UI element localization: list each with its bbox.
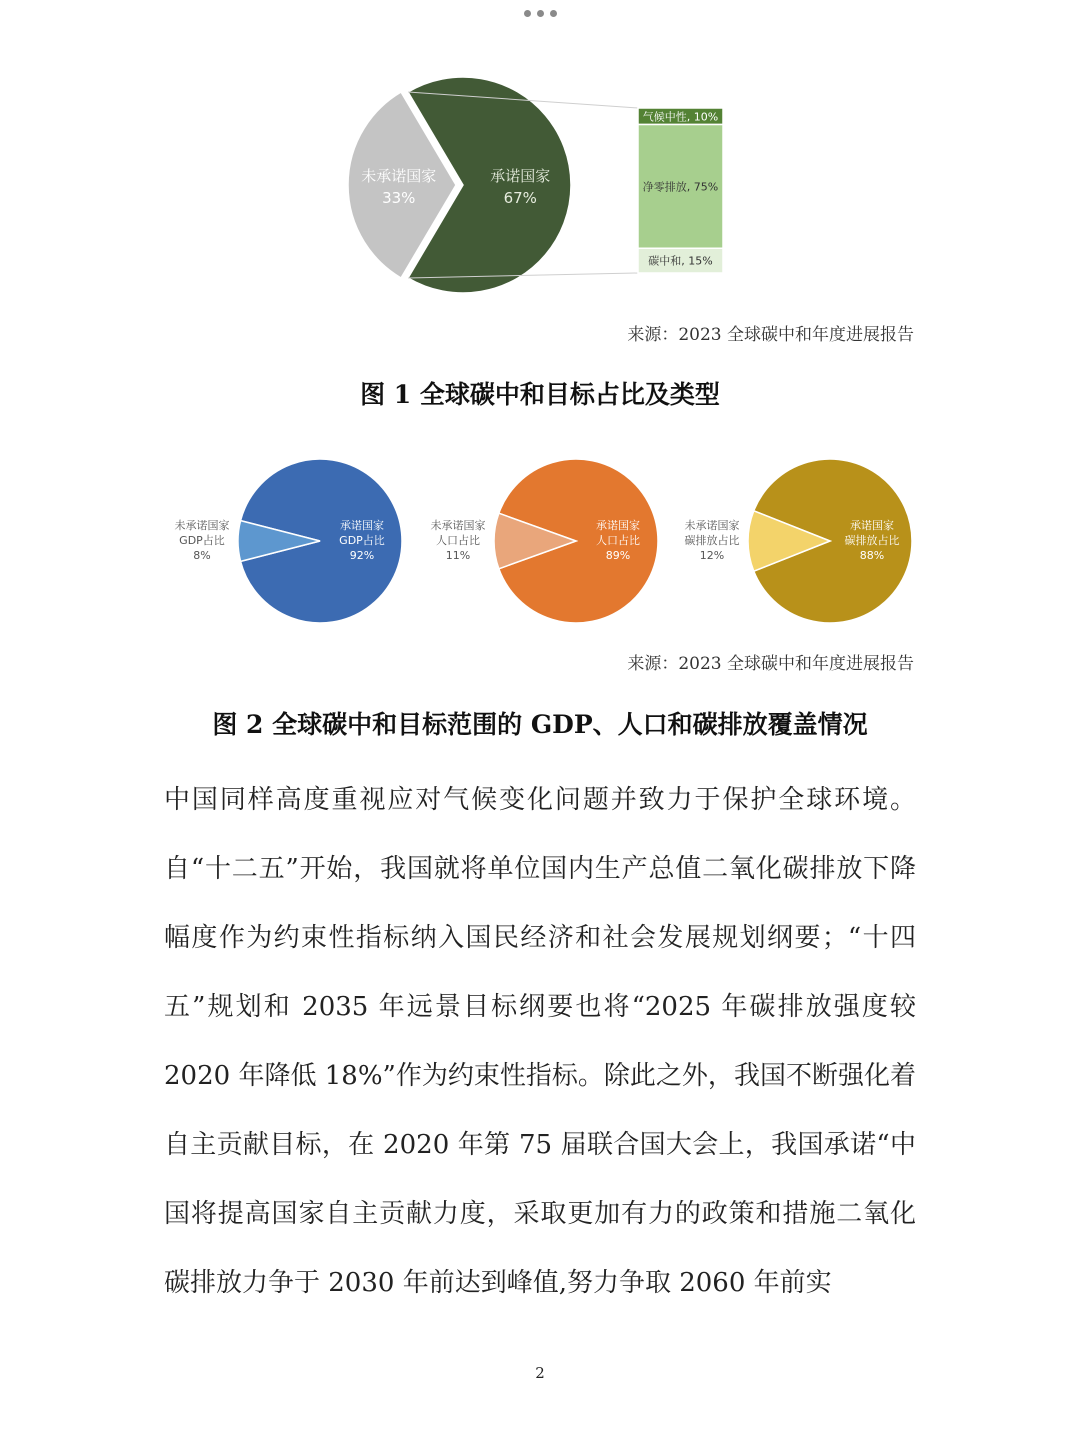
- figure-1-chart: [300, 60, 780, 320]
- figure-2-source: 来源：2023 全球碳中和年度进展报告: [627, 654, 914, 674]
- slice-label-uncommitted: 未承诺国家碳排放占比 12%: [684, 519, 740, 562]
- slice-label: 未承诺国家: [361, 167, 437, 185]
- figure-2-charts: [160, 450, 930, 632]
- figure-1-caption: 图 1 全球碳中和目标占比及类型: [360, 380, 720, 409]
- slice-label-committed: 承诺国家 GDP占比 92%: [339, 519, 385, 562]
- slice-label-uncommitted: 未承诺国家 GDP占比 8%: [174, 519, 230, 562]
- slice-label-uncommitted: 未承诺国家人口占比 11%: [430, 519, 486, 562]
- slice-label: 承诺国家: [490, 167, 551, 185]
- page-number: 2: [535, 1364, 545, 1382]
- slice-value-label: 33%: [382, 189, 416, 207]
- body-paragraph: 中国同样高度重视应对气候变化问题并致力于保护全球环境。自“十二五”开始，我国就将单位国内生产总值二氧化碳排放下降幅度作为约束性指标纳入国民经济和社会发展规划纲要；“十四五”规划和 2035 年远景目标纲要也将“2025 年碳排放强度较 2020 年降低 18%”作为约束性指标。除此之外，我国不断强化着自主贡献目标，在 2020 年第 75 届联合国大会上，我国承诺“中国将提高国家自主贡献力度，采取更加有力的政策和措施二氧化碳排放力争于 2030 年前达到峰值,努力争取 2060 年前实: [164, 785, 916, 1298]
- breakdown-label: 气候中性, 10%: [642, 110, 719, 124]
- slice-label-committed: 承诺国家人口占比 89%: [596, 519, 640, 562]
- breakdown-label: 净零排放, 75%: [642, 180, 719, 194]
- slice-label-committed: 承诺国家碳排放占比 88%: [844, 519, 900, 562]
- more-options-icon[interactable]: [524, 6, 558, 20]
- breakdown-label: 碳中和, 15%: [648, 254, 713, 268]
- slice-value-label: 67%: [503, 189, 537, 207]
- figure-2-caption: 图 2 全球碳中和目标范围的 GDP、人口和碳排放覆盖情况: [212, 710, 868, 739]
- figure-1-source: 来源：2023 全球碳中和年度进展报告: [627, 325, 914, 345]
